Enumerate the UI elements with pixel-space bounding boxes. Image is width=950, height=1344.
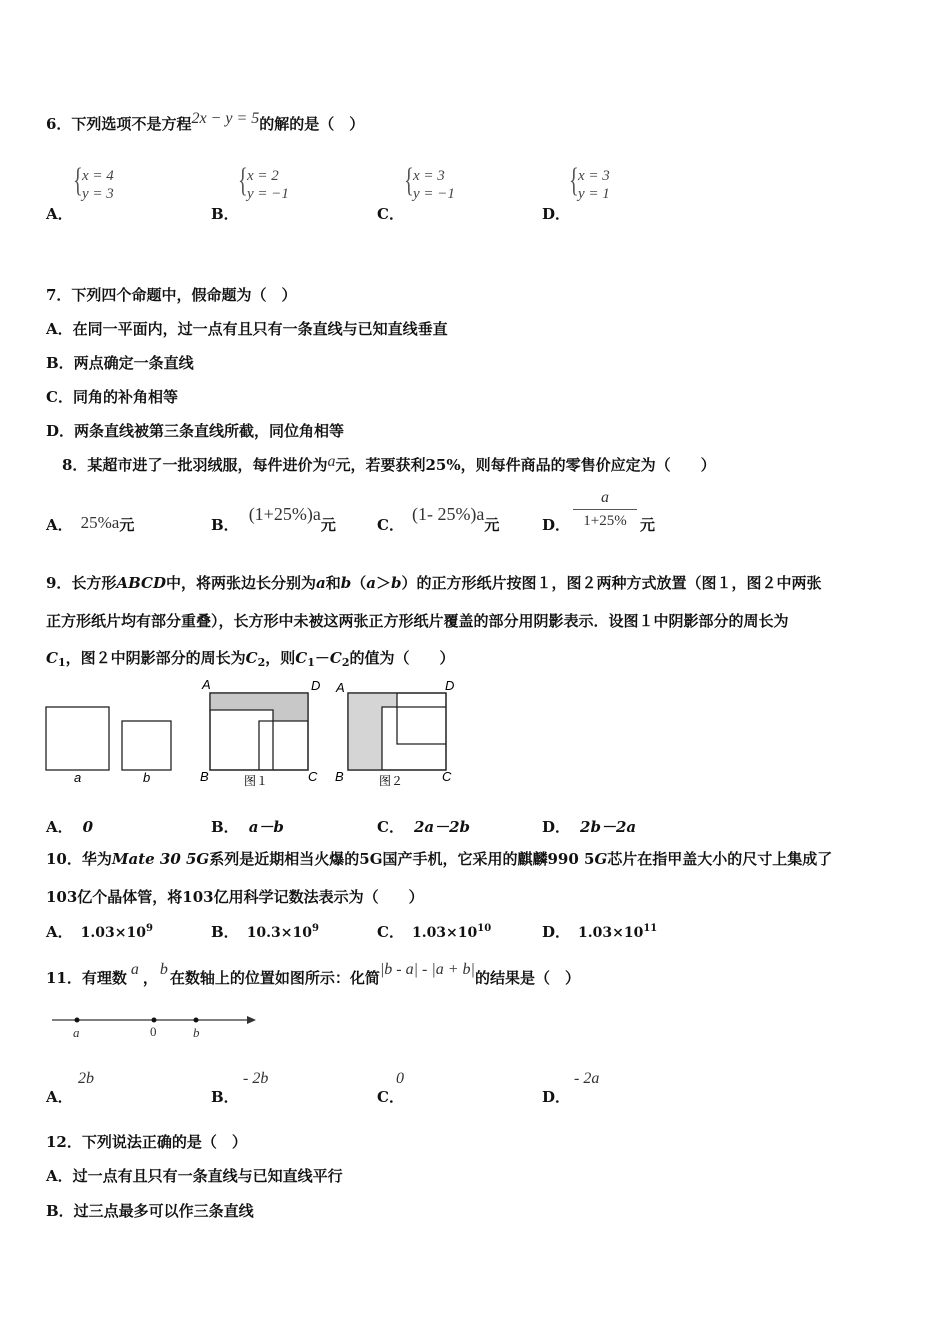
q9-option-label: C．: [377, 818, 404, 836]
q9-option-label: A．: [46, 818, 73, 836]
fig2-A: A: [336, 680, 345, 695]
q10-line1: 10．华为Mate 30 5G系列是近期相当火爆的5G国产手机，它采用的麒麟990 5G芯片在指甲盖大小的尺寸上集成了: [46, 850, 833, 868]
q12-option-b: B．过三点最多可以作三条直线: [46, 1202, 254, 1220]
fig1-C: C: [308, 769, 318, 784]
q10-option-label: A．: [46, 923, 73, 941]
q6-option-x: x = 4: [82, 168, 114, 184]
q11-option-label: D．: [542, 1088, 571, 1106]
q9-line2: 正方形纸片均有部分重叠），长方形中未被这两张正方形纸片覆盖的部分用阴影表示．设图１中阴影部分的周长为: [46, 612, 789, 630]
q9-option-value: 2b－2a: [580, 818, 637, 836]
q7-option-b: B．两点确定一条直线: [46, 354, 194, 372]
q9-option-value: a－b: [248, 818, 284, 836]
q6-option-x: x = 3: [578, 168, 610, 184]
q10-option: [46, 921, 153, 942]
q11-option-label: C．: [377, 1088, 404, 1106]
q11-option-label: B．: [211, 1088, 239, 1106]
q8-stem: 8．某超市进了一批羽绒服，每件进价为a元，若要获利25%，则每件商品的零售价应定为（ ）: [62, 453, 716, 474]
q10-option: [542, 921, 657, 942]
q8-option-d-label: D．: [542, 516, 571, 534]
q11-option-value: - 2b: [243, 1070, 269, 1087]
q9-option: [46, 816, 93, 837]
q9-line3: $C_1$，图２中阴影部分的周长为$C_2$，则$C_1-C_2$的值为（ ）: [46, 649, 455, 669]
q8-option-a: A． 25%a元: [46, 513, 135, 534]
fig2-C: C: [442, 769, 452, 784]
q6-option-y: y = 1: [578, 186, 610, 202]
point-b: [194, 1018, 199, 1023]
axis-label-0: 0: [150, 1024, 157, 1039]
q6-option-label: C．: [377, 205, 404, 223]
q11-option-value: 0: [396, 1070, 404, 1087]
q10-option: [377, 921, 491, 942]
q7-stem: 7．下列四个命题中，假命题为（ ）: [46, 286, 297, 304]
q11-option-value: - 2a: [574, 1070, 600, 1087]
q9-option: [542, 816, 636, 837]
q9-figure: [40, 676, 460, 792]
q10-option-label: C．: [377, 923, 404, 941]
q10-option-exp: 11: [643, 923, 658, 934]
q10-option-base: 1.03×10: [411, 925, 478, 941]
q11-stem: 11．有理数 a ， b 在数轴上的位置如图所示：化简|b - a| - |a + b|的结果是（ ）: [46, 961, 580, 987]
q10-option-label: B．: [211, 923, 239, 941]
q6-option-y: y = 3: [82, 186, 114, 202]
arrow-icon: [247, 1016, 256, 1024]
point-a: [75, 1018, 80, 1023]
q10-option-exp: 10: [477, 923, 492, 934]
square-b: [122, 721, 171, 770]
q10-option-label: D．: [542, 923, 571, 941]
q12-stem: 12．下列说法正确的是（ ）: [46, 1133, 247, 1151]
q10-line2: 103亿个晶体管，将103亿用科学记数法表示为（ ）: [46, 888, 424, 906]
axis-label-b: b: [193, 1025, 200, 1040]
q7-option-d: D．两条直线被第三条直线所截，同位角相等: [46, 422, 345, 440]
q10-option-base: 1.03×10: [578, 925, 644, 941]
brace-icon: {: [73, 162, 83, 199]
fig2-D: D: [445, 678, 455, 693]
fig2-B: B: [335, 769, 344, 784]
q6-option-label: A．: [46, 205, 73, 223]
q9-option-value: 0: [82, 818, 94, 836]
q12-option-a: A．过一点有且只有一条直线与已知直线平行: [46, 1167, 343, 1185]
q9-option-value: 2a－2b: [413, 818, 471, 836]
q7-option-a: A．在同一平面内，过一点有且只有一条直线与已知直线垂直: [46, 320, 448, 338]
q6-option-x: x = 2: [247, 168, 279, 184]
q11-option-value: 2b: [78, 1070, 94, 1087]
q10-option-exp: 9: [145, 923, 153, 934]
q10-option-exp: 9: [312, 923, 319, 934]
q8-option-c: C．(1- 25%)a元: [377, 504, 500, 534]
q10-option-base: 10.3×10: [246, 925, 312, 941]
q6-option-y: y = −1: [413, 186, 455, 202]
q9-option-label: B．: [211, 818, 239, 836]
q11-number-line: [46, 1008, 266, 1042]
brace-icon: {: [569, 162, 579, 199]
q8-option-b: B．(1+25%)a元: [211, 504, 336, 534]
fig1-B: B: [200, 769, 209, 784]
brace-icon: {: [238, 162, 248, 199]
fig1-caption: 图１: [244, 774, 269, 788]
q6-option-label: B．: [211, 205, 239, 223]
q6-option-x: x = 3: [413, 168, 445, 184]
q10-option-base: 1.03×10: [80, 925, 146, 941]
q6-stem: 6．下列选项不是方程2x − y = 5的解的是（ ）: [46, 110, 365, 133]
fig1-A: A: [202, 677, 211, 692]
q8-option-d-unit: 元: [640, 516, 656, 534]
square-a: [46, 707, 109, 770]
q8-option-d-fraction: a 1+25%: [573, 489, 637, 530]
q9-line1: 9．长方形ABCD中，将两张边长分别为a和b（a＞b）的正方形纸片按图１，图２两种方式放置（图１，图２中两张: [46, 574, 822, 592]
q6-option-label: D．: [542, 205, 571, 223]
q6-option-y: y = −1: [247, 186, 289, 202]
q9-option: [211, 816, 284, 837]
fig2-caption: 图２: [379, 774, 404, 788]
label-b: b: [143, 770, 151, 785]
q6-equation: 2x − y = 5: [191, 110, 260, 127]
q9-option: [377, 816, 470, 837]
q7-option-c: C．同角的补角相等: [46, 388, 178, 406]
brace-icon: {: [404, 162, 414, 199]
q9-option-label: D．: [542, 818, 571, 836]
fig1-D: D: [311, 678, 321, 693]
q10-option: [211, 921, 319, 942]
axis-label-a: a: [73, 1025, 80, 1040]
point-0: [152, 1018, 157, 1023]
label-a: a: [74, 770, 82, 785]
q11-option-label: A．: [46, 1088, 73, 1106]
